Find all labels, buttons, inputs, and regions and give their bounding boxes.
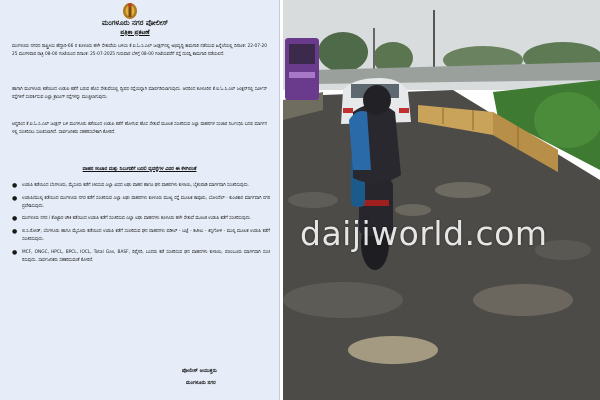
list-item	[12, 228, 270, 244]
roadside-plants	[534, 92, 600, 148]
document-org-name: ಮಂಗಳೂರು ನಗರ ಪೋಲೀಸ್	[101, 19, 169, 27]
street-photo	[283, 0, 600, 400]
rider-helmet	[363, 85, 391, 115]
bullet-icon: ●	[12, 194, 18, 202]
bus-panel	[289, 72, 315, 78]
bullet-text: ಬಿ.ಸಿ.ರೋಡ್, ಬೆಂಗಳೂರು ಹಾಗೂ ಮೈಸೂರು ಕಡೆಯಿಂದ ಉಡುಪಿ ಕಡೆಗೆ ಸಂಚರಿಸುವ ಘನ ವಾಹನಗಳು ಪಡೀಲ್ - ಬಜ್ಪೆ - ಕಟೀಲು - ಕಿನ್ನಿಗೋಳಿ - ಮುಲ್ಕಿ ಮೂಲಕ ಉಡುಪಿ ಕಡೆಗೆ ಸಂಚರಿಸುವುದು.	[22, 229, 270, 242]
pothole	[288, 192, 338, 208]
bus-windshield	[289, 44, 315, 64]
tree	[318, 32, 368, 72]
bullet-text: ಮಂಗಳೂರು ನಗರ / ಕೊಟ್ಟಾರ ಚೌಕಿ ಕಡೆಯಿಂದ ಉಡುಪಿ ಕಡೆಗೆ ಸಂಚರಿಸುವ ಎಲ್ಲಾ ಲಘು ವಾಹನಗಳು ಕೂಳೂರು ಹಳೇ ಸೇತುವೆ ಮೂಲಕ ಉಡುಪಿ ಕಡೆಗೆ ಸಂಚರಿಸುವುದು.	[22, 216, 252, 222]
scooter-tail-light	[363, 200, 389, 206]
bullet-icon: ●	[12, 182, 18, 189]
list-item	[12, 182, 270, 190]
list-item	[12, 215, 270, 223]
puddle	[348, 336, 438, 364]
signature-title: ಪೋಲೀಸ್ ಆಯುಕ್ತರು	[182, 368, 217, 374]
document-bullet-list	[12, 182, 270, 269]
list-item	[12, 195, 270, 211]
document-paragraph: ಆದ್ದರಿಂದ ಕೆ.ಐ.ಓ.ಸಿ.ಎಲ್ ಜಂಕ್ಷನ್ ಬಳಿ ಮಂಗಳೂರು ಕಡೆಯಿಂದ ಉಡುಪಿ ಕಡೆಗೆ ಹೋಗುವ ಹೊಸ ಸೇತುವೆ ಮೂಲಕ ಸಂಚರಿಸುವ ಎಲ್ಲಾ ವಾಹನಗಳ ಸಂಚಾರ ನಿರ್ಬಂಧಿಸಿ ಬದಲಿ ಮಾರ್ಗಗಳಲ್ಲಿ ಸಂಚರಿಸಲು ಸೂಚಿಸಲಾಗಿದೆ. ಸಾರ್ವಜನಿಕರು ಸಹಕರಿಸಬೇಕಾಗಿ ಕೋರಿದೆ.	[12, 122, 267, 135]
bullet-text: MCF, ONGC, HPCL, BPCL, IOCL, Total Gas, BASF, ರಿಫೈನರಿ, ಬಂದರು ಕಡೆ ಸಂಚರಿಸುವ ಘನ ವಾಹನಗಳು ಕುಳಾಯಿ, ಪಣಂಬೂರು ಮಾರ್ಗವಾಗಿ ಸಂಚರಿಸುವುದು. ಸಾರ್ವಜನಿಕರು ಸಹಕರಿಸುವಂತೆ ಕೋರಿದೆ.	[22, 249, 270, 263]
police-emblem-icon	[120, 2, 140, 20]
document-title: ಪತ್ರಿಕಾ ಪ್ರಕಟಣೆ	[120, 29, 150, 36]
document-paragraph: ಹಾಗಾಗಿ ಮಂಗಳೂರು ಕಡೆಯಿಂದ ಉಡುಪಿ ಕಡೆಗೆ ಬರುವ ಹೊಸ ಸೇತುವೆಯಲ್ಲಿ ದ್ವಿಪಥ ರಸ್ತೆಯನ್ನಾಗಿ ಮಾರ್ಪಡಿಸಲಾಗುವುದು. ಆದರಿಂದ ಕೂಳೂರಿನ ಕೆ.ಐ.ಓ.ಸಿ.ಎಲ್ ಜಂಕ್ಷನ್‌ನಲ್ಲಿ ಸರ್ವೀಸ್ ರಸ್ತೆಗಳಿಗೆ ಸಂಪರ್ಕಿಸುವ ಎಲ್ಲಾ ಕ್ರಾಸಿಂಗ್ ರಸ್ತೆಗಳನ್ನು ಮುಚ್ಚಲಾಗುವುದು.	[12, 87, 267, 100]
pothole	[283, 282, 403, 318]
bullet-icon: ●	[12, 248, 18, 256]
signature-place: ಮಂಗಳೂರು ನಗರ	[186, 380, 216, 386]
street-scene	[283, 0, 600, 400]
pothole	[435, 182, 491, 198]
bullet-icon: ●	[12, 215, 18, 223]
car-tail-light	[399, 108, 409, 113]
document-paragraph: ಮಂಗಳೂರು ನಗರದ ರಾಷ್ಟ್ರೀಯ ಹೆದ್ದಾರಿ-66 ರ ಕೂಳೂರು ಹಳೇ ಸೇತುವೆಯ ಬಳಿಯ ಕೆ.ಐ.ಓ.ಸಿ.ಎಲ್ ಜಂಕ್ಷನ್‌ನಲ್ಲಿ ಅಭಿವೃದ್ಧಿ ಕಾಮಗಾರಿ ನಡೆಯುವ ಹಿನ್ನೆಲೆಯಲ್ಲಿ ದಿನಾಂಕ: 22-07-2025 ಮಂಗಳವಾರ ರಾತ್ರಿ 08-00 ಗಂಟೆಯಿಂದ ದಿನಾಂಕ: 25-07-2025 ಗುರುವಾರ ಬೆಳಿಗ್ಗೆ 08-00 ಗಂಟೆಯವರೆಗೆ ರಸ್ತೆ ದುರಸ್ತಿ ಕಾಮಗಾರಿ ನಡೆಯಲಿದೆ.	[12, 44, 267, 57]
bullet-text: ಉಡುಪಿ ಕಡೆಯಿಂದ ಬೆಂಗಳೂರು, ಮೈಸೂರು ಕಡೆಗೆ ಚಲಿಸುವ ಎಲ್ಲಾ ವಿಧದ ಲಘು ವಾಹನ ಹಾಗೂ ಘನ ವಾಹನಗಳು ಕುಳಾಯಿ, ಬೈಕಂಪಾಡಿ ಮಾರ್ಗವಾಗಿ ಸಂಚರಿಸುವುದು.	[22, 183, 250, 188]
bullet-text: ಉಡುಪಿ/ಮುಲ್ಕಿ ಕಡೆಯಿಂದ ಮಂಗಳೂರು ನಗರ ಕಡೆಗೆ ಸಂಚರಿಸುವ ಎಲ್ಲಾ ಲಘು ವಾಹನಗಳು ಕೂಳೂರು ಮುಖ್ಯ ರಸ್ತೆ ಮೂಲಕ ಕಾವೂರು, ಬೋಂದೆಲ್ - ಕುಂಟಿಕಾನ ಮಾರ್ಗವಾಗಿ ನಗರ ಪ್ರವೇಶಿಸುವುದು.	[22, 195, 270, 209]
list-item	[12, 249, 270, 265]
pothole	[473, 284, 573, 316]
bullet-icon: ●	[12, 228, 18, 236]
car-tail-light	[343, 108, 353, 113]
site-watermark: daijiworld.com	[300, 214, 548, 253]
document-section-heading: ವಾಹನ ಸಂಚಾರ ಮತ್ತು ನಿಲುಗಡೆಗೆ ಬದಲಿ ವ್ಯವಸ್ಥೆಗಳ ವಿವರ ಈ ಕೆಳಗಿನಂತೆ	[82, 167, 197, 172]
press-note-document	[0, 0, 280, 400]
